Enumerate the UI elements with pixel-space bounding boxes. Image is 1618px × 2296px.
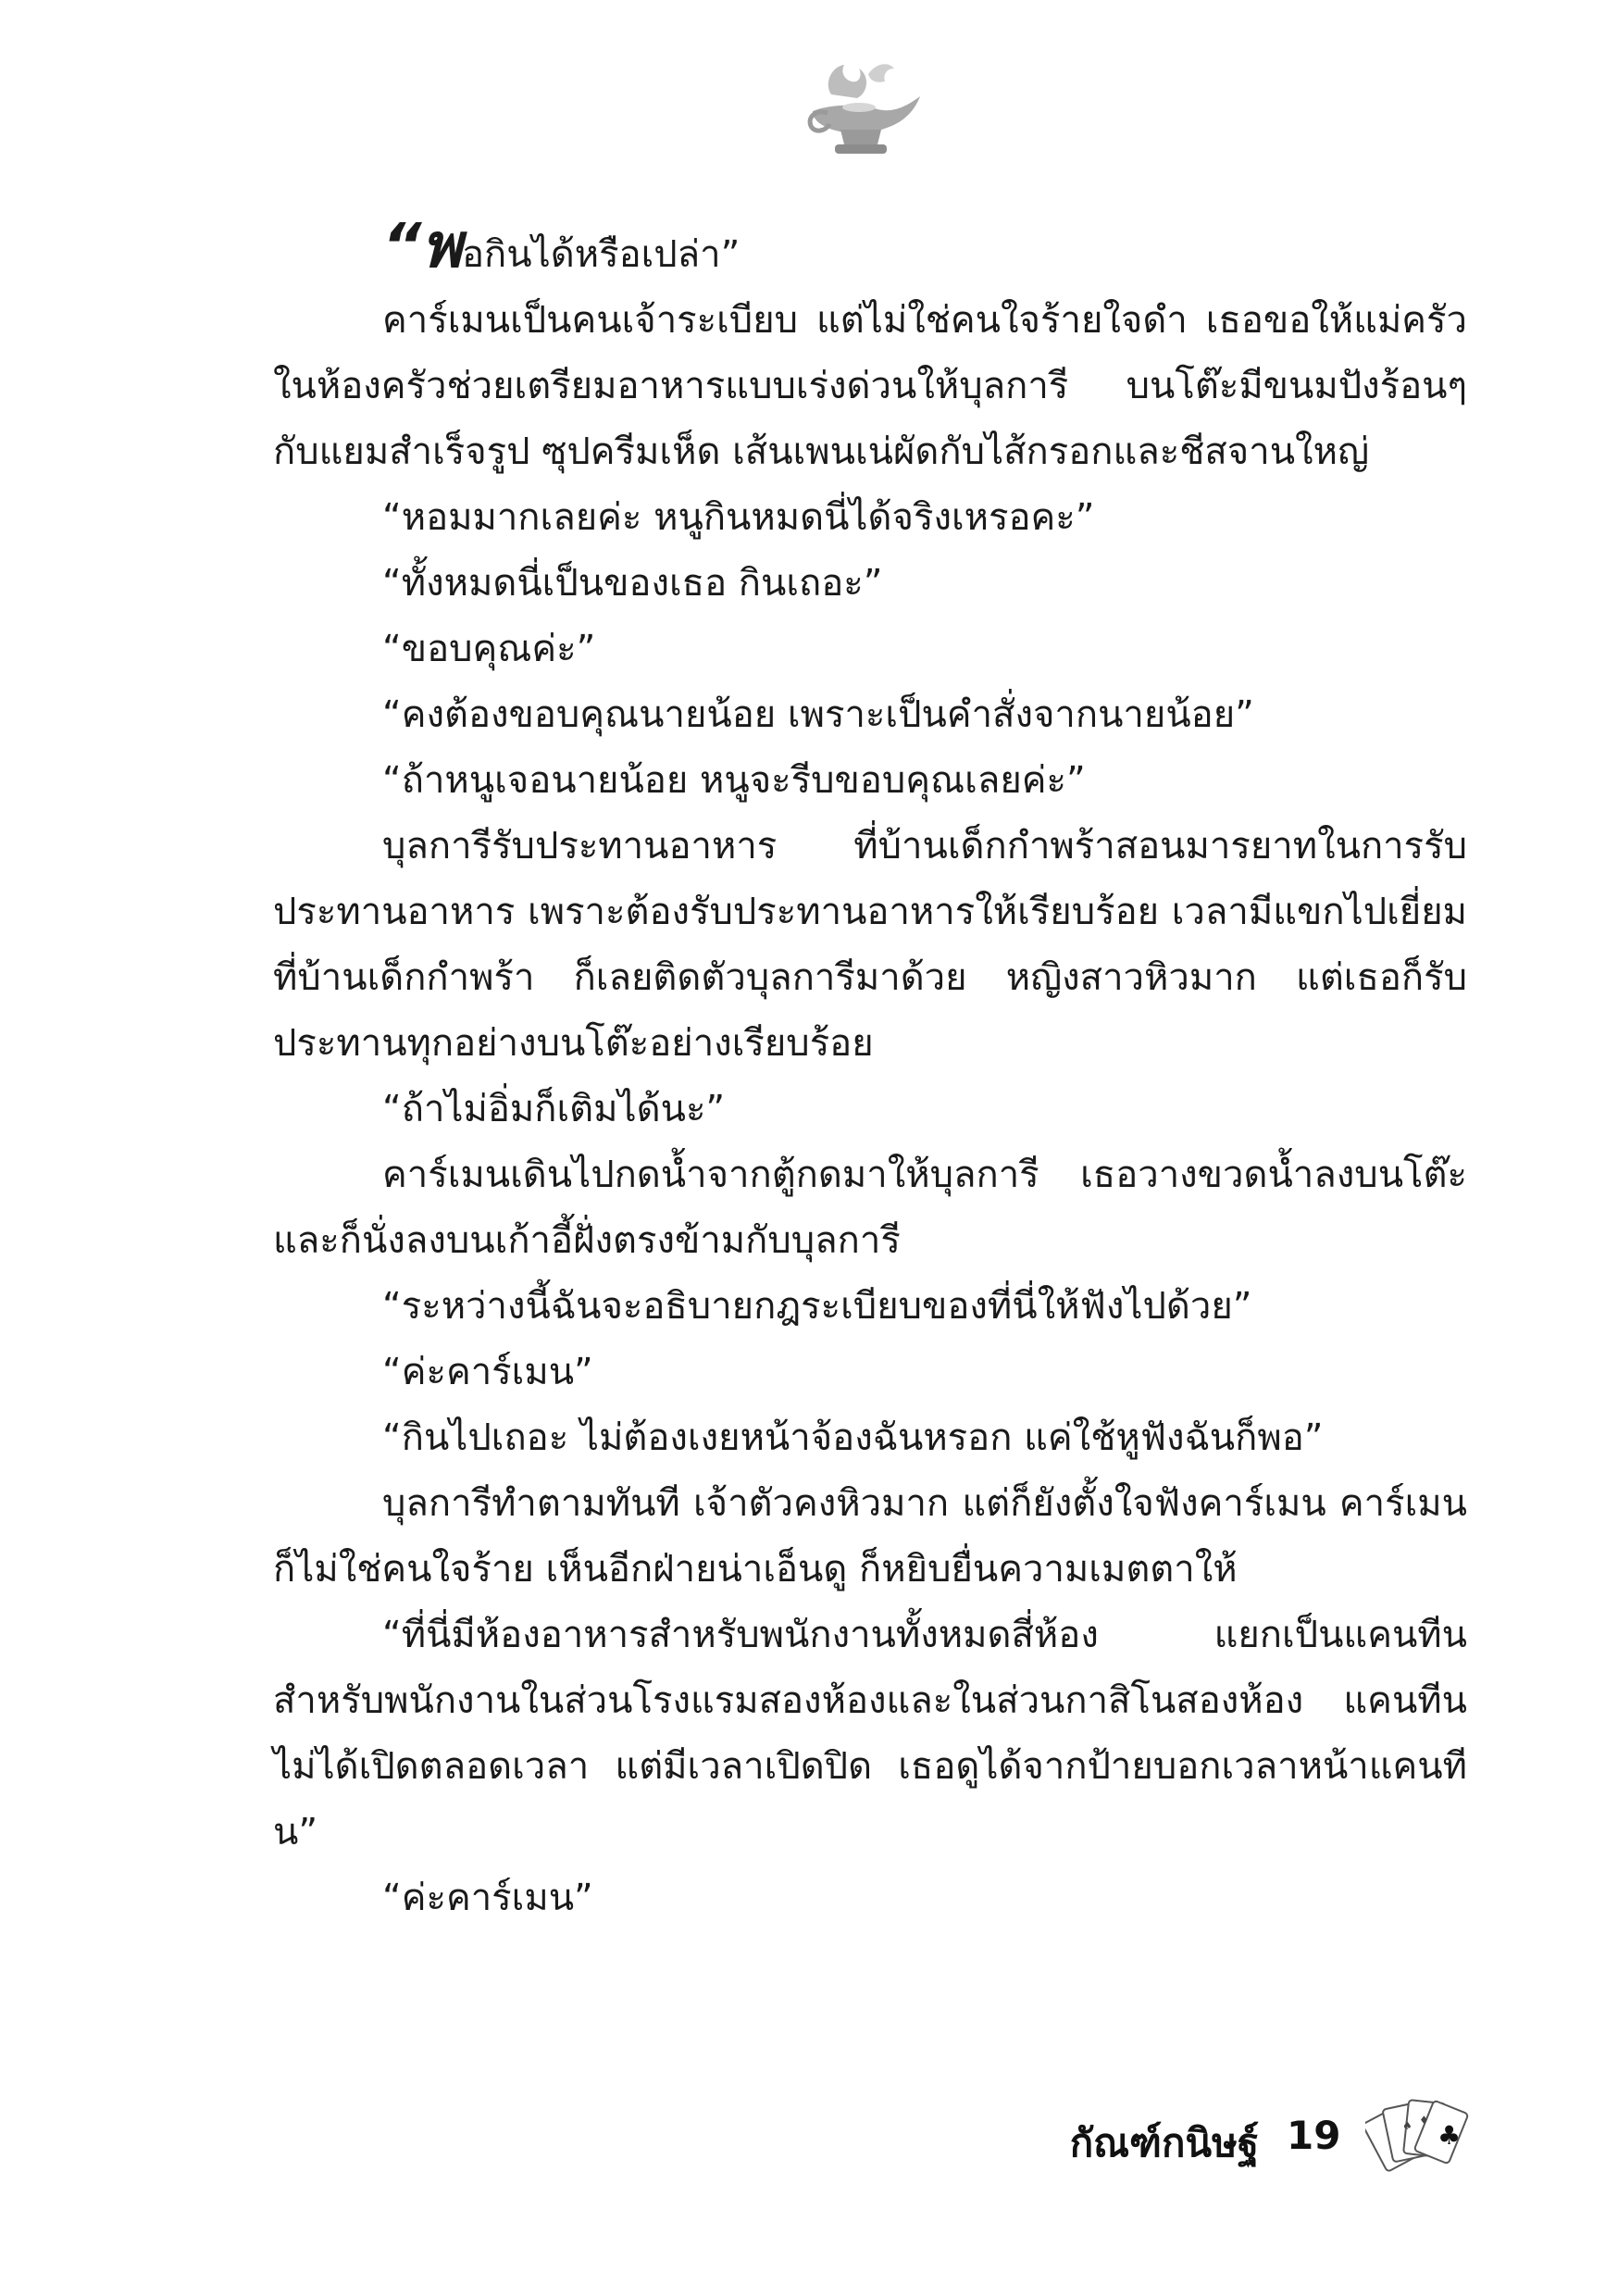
magic-lamp-icon — [803, 56, 933, 167]
page-number: 19 — [1287, 2113, 1341, 2158]
paragraph: บุลการีทำตามทันที เจ้าตัวคงหิวมาก แต่ก็ยังตั้งใจฟังคาร์เมน คาร์เมนก็ไม่ใช่คนใจร้าย เห็นอีกฝ่ายน่าเอ็นดู ก็หยิบยื่นความเมตตาให้ — [273, 1482, 1467, 1591]
paragraph: “กินไปเถอะ ไม่ต้องเงยหน้าจ้องฉันหรอก แค่ใช้หูฟังฉันก็พอ” — [382, 1416, 1324, 1459]
svg-text:♠: ♠ — [1402, 2119, 1413, 2132]
chapter-text — [273, 210, 1467, 1931]
opening-quote: “ — [382, 210, 422, 281]
page-footer — [1018, 2092, 1500, 2194]
paragraph: “หอมมากเลยค่ะ หนูกินหมดนี่ได้จริงเหรอคะ” — [382, 496, 1095, 539]
paragraph: บุลการีรับประทานอาหาร ที่บ้านเด็กกำพร้าสอนมารยาทในการรับประทานอาหาร เพราะต้องรับประทานอาหารให้เรียบร้อย เวลามีแขกไปเยี่ยมที่บ้านเด็กกำพร้า ก็เลยติดตัวบุลการีมาด้วย หญิงสาวหิวมาก แต่เธอก็รับประทานทุกอย่างบนโต๊ะอย่างเรียบร้อย — [273, 825, 1467, 1065]
book-title: กัณฑ์กนิษฐ์ — [1069, 2120, 1259, 2165]
first-line-text: อกินได้หรือเปล่า” — [462, 233, 741, 276]
paragraph: “ขอบคุณค่ะ” — [382, 628, 596, 670]
paragraph: “คงต้องขอบคุณนายน้อย เพราะเป็นคำสั่งจากนายน้อย” — [382, 693, 1254, 736]
paragraph: “ถ้าหนูเจอนายน้อย หนูจะรีบขอบคุณเลยค่ะ” — [382, 759, 1086, 802]
paragraph: คาร์เมนเดินไปกดน้ำจากตู้กดมาให้บุลการี เธอวางขวดน้ำลงบนโต๊ะและก็นั่งลงบนเก้าอี้ฝั่งตรงข้ามกับบุลการี — [273, 1154, 1467, 1262]
paragraph: คาร์เมนเป็นคนเจ้าระเบียบ แต่ไม่ใช่คนใจร้ายใจดำ เธอขอให้แม่ครัวในห้องครัวช่วยเตรียมอาหารแบบเร่งด่วนให้บุลการี บนโต๊ะมีขนมปังร้อนๆ กับแยมสำเร็จรูป ซุปครีมเห็ด เส้นเพนเน่ผัดกับไส้กรอกและชีสจานใหญ่ — [273, 299, 1467, 473]
svg-text:♣: ♣ — [1438, 2120, 1462, 2151]
paragraph: “ค่ะคาร์เมน” — [382, 1877, 593, 1919]
first-paragraph — [273, 210, 1467, 288]
playing-cards-icon — [1365, 2092, 1476, 2190]
paragraph: “ที่นี่มีห้องอาหารสำหรับพนักงานทั้งหมดสี่ห้อง แยกเป็นแคนทีนสำหรับพนักงานในส่วนโรงแรมสองห้องและในส่วนกาสิโนสองห้อง แคนทีนไม่ได้เปิดตลอดเวลา แต่มีเวลาเปิดปิด เธอดูได้จากป้ายบอกเวลาหน้าแคนทีน” — [273, 1614, 1467, 1853]
svg-text:♦: ♦ — [1419, 2114, 1429, 2127]
paragraph: “ระหว่างนี้ฉันจะอธิบายกฎระเบียบของที่นี่ให้ฟังไปด้วย” — [382, 1285, 1252, 1328]
drop-cap: พ — [421, 210, 463, 281]
paragraph: “ค่ะคาร์เมน” — [382, 1351, 593, 1393]
paragraph: “ทั้งหมดนี่เป็นของเธอ กินเถอะ” — [382, 562, 883, 605]
paragraph: “ถ้าไม่อิ่มก็เติมได้นะ” — [382, 1088, 726, 1130]
